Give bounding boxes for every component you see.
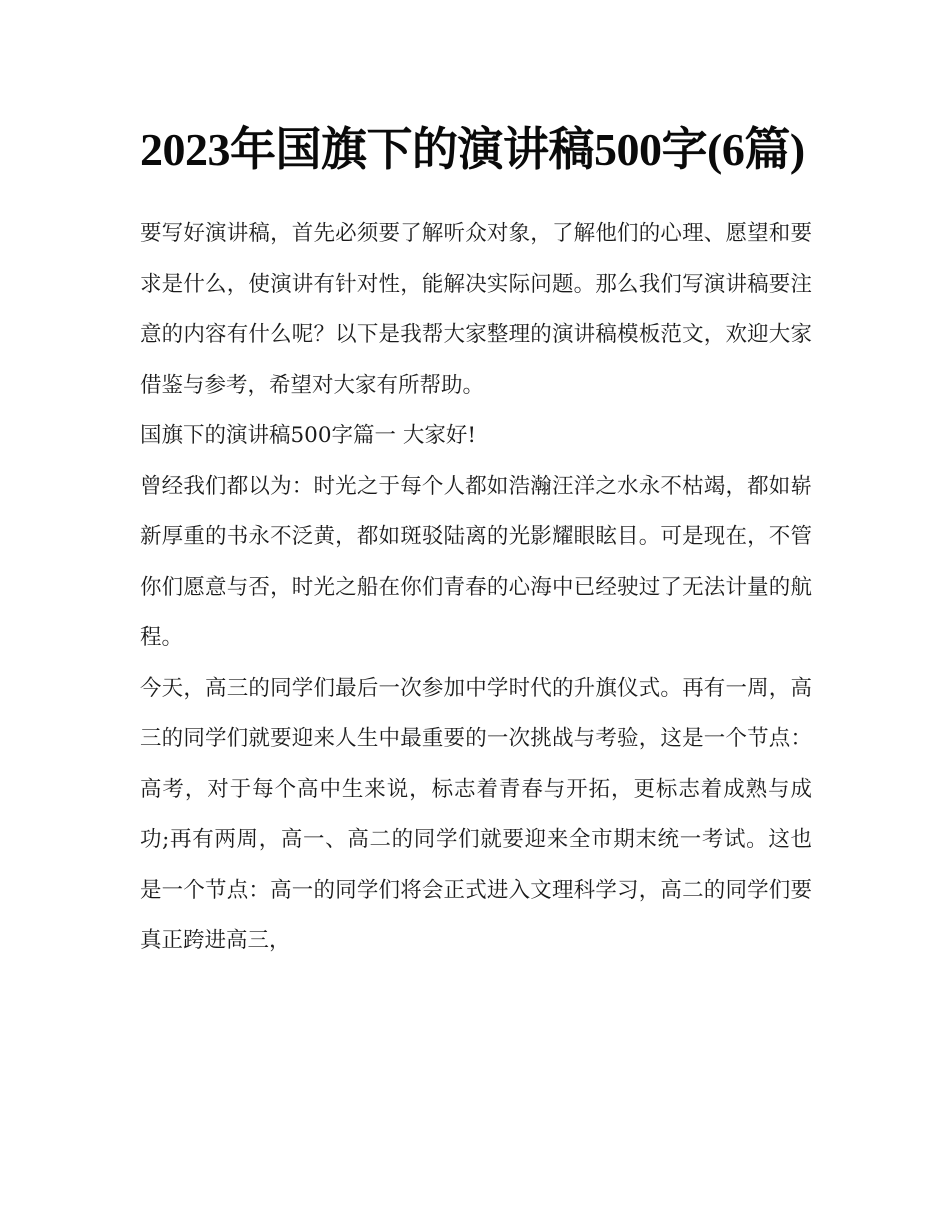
document-title: 2023年国旗下的演讲稿500字(6篇) <box>140 124 805 175</box>
section-heading: 国旗下的演讲稿500字篇一 大家好! <box>140 423 477 448</box>
body-paragraph-2: 今天，高三的同学们最后一次参加中学时代的升旗仪式。再有一周，高三的同学们就要迎来人生中最重要的一次挑战与考验，这是一个节点：高考，对于每个高中生来说，标志着青春与开拓，更标志着成熟与成功;再有两周，高一、高二的同学们就要迎来全市期末统一考试。这也是一个节点：高一的同学们将会正式进入文理科学习，高二的同学们要真正跨进高三， <box>140 675 812 953</box>
intro-paragraph: 要写好演讲稿，首先必须要了解听众对象，了解他们的心理、愿望和要求是什么，使演讲有针对性，能解决实际问题。那么我们写演讲稿要注意的内容有什么呢？以下是我帮大家整理的演讲稿模板范文，欢迎大家借鉴与参考，希望对大家有所帮助。 <box>140 221 812 398</box>
body-paragraph-1: 曾经我们都以为：时光之于每个人都如浩瀚汪洋之水永不枯竭，都如崭新厚重的书永不泛黄，都如斑驳陆离的光影耀眼眩目。可是现在，不管你们愿意与否，时光之船在你们青春的心海中已经驶过了无法计量的航程。 <box>140 473 812 650</box>
document-body <box>140 112 812 967</box>
